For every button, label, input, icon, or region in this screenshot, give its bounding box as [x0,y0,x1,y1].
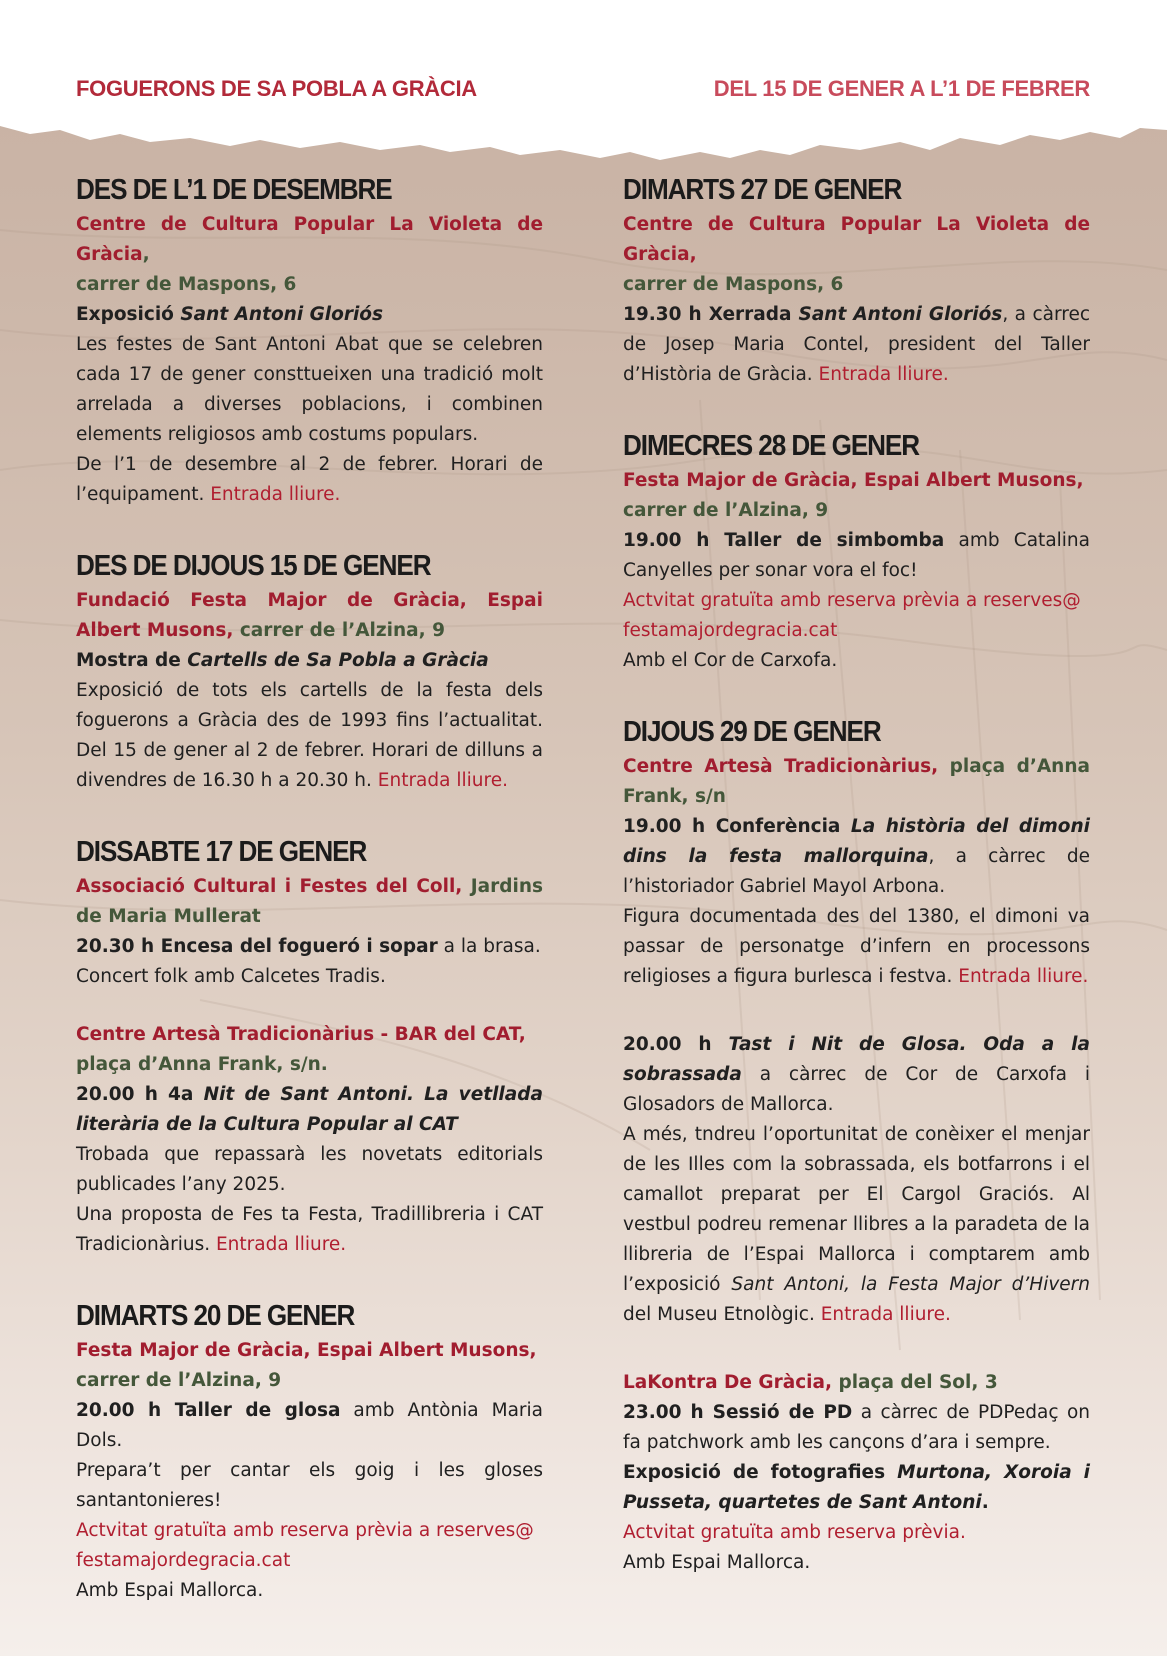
event-description: Concert folk amb Calcetes Tradis. [76,966,386,987]
header-right-dates: DEL 15 DE GENER A L’1 DE FEBRER [713,76,1090,101]
event-address: carrer de Maspons, 6 [623,274,844,295]
exhibition-end: . [981,1492,989,1513]
event-block [76,834,543,992]
event-title: Sant Antoni Gloriós [798,304,1003,325]
event-block [623,1368,1090,1578]
event-venue: Festa Major de Gràcia, Espai Albert Musons, [76,1340,537,1361]
event-venue: Centre de Cultura Popular La Violeta de Gràcia, [623,214,1090,265]
event-block [623,714,1090,992]
free-entry-label: Entrada lliure. [818,364,949,385]
event-title: 19.00 h Taller de simbomba [623,530,945,551]
event-block [76,1020,543,1260]
event-address: plaça d’Anna Frank, s/n [623,756,1090,807]
reservation-note: Actvitat gratuïta amb reserva prèvia. [623,1522,966,1543]
event-title-rest: , a càrrec de Josep Maria Contel, president del Taller d’Història de Gràcia. [623,304,1090,385]
reservation-note: Actvitat gratuïta amb reserva prèvia a reserves@ [76,1520,534,1541]
reservation-email-link[interactable]: festamajordegracia.cat [623,620,838,641]
left-column [76,172,543,1606]
event-address: plaça d’Anna Frank, s/n. [76,1054,328,1075]
event-venue: Centre Artesà Tradicionàrius, [623,756,939,777]
event-title-prefix: 20.00 h 4a [76,1084,204,1105]
event-title-prefix: Mostra de [76,650,188,671]
event-date-heading: DIMARTS 20 DE GENER [76,1300,355,1332]
reservation-email-link[interactable]: festamajordegracia.cat [76,1550,291,1571]
free-entry-label: Entrada lliure. [215,1234,347,1255]
event-organizers: Una proposta de Fes ta Festa, Tradillibreria i CAT Tradicionàrius. [76,1204,543,1255]
event-venue: Centre de Cultura Popular La Violeta de Gràcia [76,214,543,265]
event-title-rest: a la brasa. [437,936,541,957]
event-title: La història del dimoni dins la festa mallorquina [623,816,1090,867]
event-date-heading: DES DE L’1 DE DESEMBRE [76,174,392,206]
event-date-heading: DIMECRES 28 DE GENER [623,430,920,462]
event-block [76,1298,543,1606]
event-address: plaça del Sol, 3 [832,1372,998,1393]
event-description-end: del Museu Etnològic. [623,1304,821,1325]
event-description: Trobada que repassarà les novetats editorials publicades l’any 2025. [76,1144,543,1195]
right-column [623,172,1090,1578]
reservation-note: Actvitat gratuïta amb reserva prèvia a reserves@ [623,590,1081,611]
event-block [623,172,1090,390]
event-title-rest: amb Catalina Canyelles per sonar vora el foc! [623,530,1090,581]
event-venue: Associació Cultural i Festes del Coll, [76,876,463,897]
event-venue: Festa Major de Gràcia, Espai Albert Musons, [623,470,1084,491]
event-block [623,1030,1090,1330]
event-title: Tast i Nit de Glosa. Oda a la sobrassada [623,1034,1090,1085]
free-entry-label: Entrada lliure. [210,484,341,505]
event-partner: Amb Espai Mallorca. [76,1580,264,1601]
event-title-prefix: Exposició [76,304,181,325]
event-block [76,172,543,510]
event-title-rest: a càrrec de PDPedaç on fa patchwork amb les cançons d’ara i sempre. [623,1402,1090,1453]
event-title: Sant Antoni Gloriós [180,304,384,325]
free-entry-label: Entrada lliure. [377,770,508,791]
event-title-prefix: 20.00 h [623,1034,729,1055]
header-left-title: FOGUERONS DE SA POBLA A GRÀCIA [76,76,477,101]
exhibition-prefix: Exposició de fotografies [623,1462,898,1483]
event-venue: Fundació Festa Major de Gràcia, Espai Albert Musons, [76,590,543,641]
event-description: Les festes de Sant Antoni Abat que se celebren cada 17 de gener consttueixen una tradició molt arrelada a diverses poblacions, i combinen elements religiosos amb costums populars. [76,334,543,445]
event-date-heading: DISSABTE 17 DE GENER [76,836,367,868]
free-entry-label: Entrada lliure. [820,1304,951,1325]
free-entry-label: Entrada lliure. [958,966,1089,987]
event-date-heading: DIJOUS 29 DE GENER [623,716,881,748]
event-date-heading: DES DE DIJOUS 15 DE GENER [76,550,431,582]
venue-separator: , [142,244,150,265]
event-address: carrer de l’Alzina, 9 [76,1370,282,1391]
event-title: 23.00 h Sessió de PD [623,1402,853,1423]
event-venue: LaKontra De Gràcia, [623,1372,833,1393]
event-description: A més, tndreu l’oportunitat de conèixer el menjar de les Illes com la sobrassada, els botfarrons i el camallot preparat per El Cargol Graciós. Al vestbul podreu remenar llibres a la paradeta de la llibreria de l’Espai Mallorca i comptarem amb l’exposició [623,1124,1090,1295]
event-description: Exposició de tots els cartells de la festa dels foguerons a Gràcia des de 1993 fins l’actualitat. Del 15 de gener al 2 de febrer. Horari de dilluns a divendres de 16.30 h a 20.30 h. [76,680,543,791]
event-title-rest: a càrrec de Cor de Carxofa i Glosadors de Mallorca. [623,1064,1090,1115]
event-block [623,428,1090,676]
event-title-prefix: 19.00 h Conferència [623,816,851,837]
event-partner: Amb el Cor de Carxofa. [623,650,838,671]
event-title-rest: , a càrrec de l’historiador Gabriel Mayol Arbona. [623,846,1090,897]
event-description: Figura documentada des del 1380, el dimoni va passar de personatge d’infern en processons religioses a figura burlesca i festva. [623,906,1090,987]
event-block [76,548,543,796]
event-title: Cartells de Sa Pobla a Gràcia [187,650,489,671]
event-description: Prepara’t per cantar els goig i les gloses santantonieres! [76,1460,543,1511]
event-address: Jardins de Maria Mullerat [76,876,544,927]
event-title: Nit de Sant Antoni. La vetllada literària de la Cultura Popular al CAT [76,1084,543,1135]
event-title: 20.00 h Taller de glosa [76,1400,341,1421]
event-title-prefix: 19.30 h Xerrada [623,304,799,325]
event-venue: Centre Artesà Tradicionàrius - BAR del CAT, [76,1024,526,1045]
event-date-heading: DIMARTS 27 DE GENER [623,174,902,206]
event-title: 20.30 h Encesa del fogueró i sopar [76,936,438,957]
exhibition-title: Murtona, Xoroia i Pusseta, quartetes de Sant Antoni [623,1462,1091,1513]
exhibition-title: Sant Antoni, la Festa Major d’Hivern [731,1274,1090,1295]
event-address: carrer de Maspons, 6 [76,274,297,295]
event-address: carrer de l’Alzina, 9 [233,620,445,641]
event-address: carrer de l’Alzina, 9 [623,500,829,521]
event-title-rest: amb Antònia Maria Dols. [76,1400,543,1451]
event-dates-text: De l’1 de desembre al 2 de febrer. Horari de l’equipament. [76,454,543,505]
event-partner: Amb Espai Mallorca. [623,1552,811,1573]
